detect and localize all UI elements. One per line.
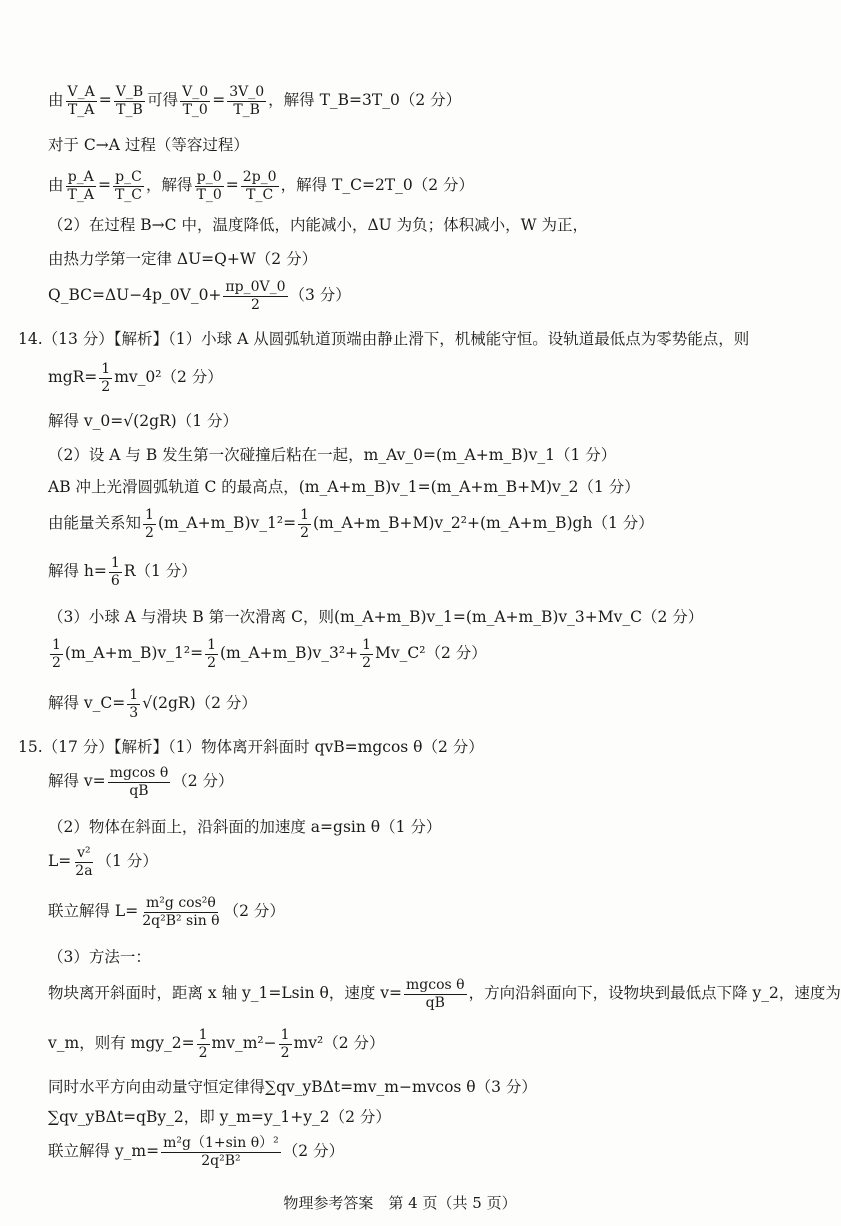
solution-line	[48, 280, 351, 312]
solution-line	[48, 1028, 385, 1060]
fraction	[66, 85, 97, 117]
fraction	[227, 85, 266, 117]
text-run: 联立解得 y_m=	[48, 1142, 160, 1161]
denominator: 2	[280, 1044, 290, 1061]
text-run: √(2gR)（2 分）	[142, 694, 257, 713]
numerator: mgcos θ	[109, 765, 169, 781]
numerator: 1	[145, 507, 154, 523]
text-run: ，方向沿斜面向下，设物块到最低点下降 y_2，速度为	[468, 984, 841, 1003]
solution-line	[48, 766, 234, 798]
denominator: 2	[198, 1044, 208, 1061]
numerator: 1	[198, 1027, 208, 1043]
solution-line	[48, 556, 197, 588]
numerator: πp_0V_0	[225, 279, 286, 295]
text-run: 解得 v_C=	[48, 694, 126, 713]
denominator: qB	[425, 994, 445, 1011]
numerator: v²	[77, 845, 91, 861]
text-run: ，解得 T_C=2T_0（2 分）	[280, 176, 475, 195]
text-run: mv_0²（2 分）	[114, 368, 223, 387]
text-run: （1 分）	[96, 852, 158, 871]
numerator: V_B	[115, 84, 144, 100]
text-run: ，解得	[146, 176, 193, 195]
numerator: p_A	[67, 169, 94, 185]
text-run: 解得 v=	[48, 772, 106, 791]
fraction	[108, 766, 171, 798]
numerator: m²g cos²θ	[146, 895, 216, 911]
denominator: 2	[251, 296, 260, 313]
text-run: 可得	[147, 91, 179, 110]
text-run: mv_m²−	[211, 1034, 277, 1053]
fraction	[223, 280, 287, 312]
denominator: 3	[129, 704, 139, 721]
fraction	[205, 638, 218, 670]
denominator: T_A	[67, 101, 95, 118]
solution-line: （3）小球 A 与滑块 B 第一次滑离 C，则(m_A+m_B)v_1=(m_A+m_B)v_3+Mv_C（2 分）	[48, 608, 704, 626]
text-run: L=	[48, 852, 72, 871]
fraction	[99, 362, 112, 394]
fraction	[241, 170, 279, 202]
text-run: 物块离开斜面时，距离 x 轴 y_1=Lsin θ，速度 v=	[48, 984, 402, 1003]
text-run: 由能量关系知	[48, 514, 142, 533]
numerator: m²g（1+sin θ）²	[163, 1135, 279, 1151]
numerator: 1	[101, 361, 111, 377]
solution-line	[48, 688, 257, 720]
text-run: =	[97, 176, 111, 195]
denominator: qB	[129, 782, 149, 799]
fraction	[127, 688, 140, 720]
numerator: 1	[362, 637, 372, 653]
solution-line: 解得 v_0=√(2gR)（1 分）	[48, 412, 238, 430]
text-run: 由	[48, 176, 64, 195]
solution-line	[48, 896, 285, 928]
fraction	[197, 1028, 210, 1060]
numerator: 2p_0	[242, 169, 277, 185]
text-run: (m_A+m_B+M)v_2²+(m_A+m_B)gh（1 分）	[313, 514, 654, 533]
numerator: 3V_0	[229, 84, 265, 100]
text-run: mv²（2 分）	[293, 1034, 385, 1053]
denominator: 2	[362, 654, 372, 671]
fraction	[73, 846, 94, 878]
fraction	[180, 85, 210, 117]
denominator: 2a	[75, 862, 93, 879]
fraction	[50, 638, 63, 670]
numerator: p_0	[196, 169, 222, 185]
denominator: 2	[207, 654, 216, 671]
text-run: =	[212, 91, 226, 110]
numerator: 1	[280, 1027, 290, 1043]
text-run: 由	[48, 91, 64, 110]
solution-line: ∑qv_yBΔt=qBy_2，即 y_m=y_1+y_2（2 分）	[48, 1108, 391, 1126]
text-run: ，解得 T_B=3T_0（2 分）	[268, 91, 462, 110]
solution-line: 对于 C→A 过程（等容过程）	[48, 136, 249, 154]
fraction	[298, 508, 311, 540]
denominator: 2	[101, 378, 111, 395]
numerator: V_0	[182, 84, 209, 100]
text-run: Q_BC=ΔU−4p_0V_0+	[48, 286, 222, 305]
text-run: （2 分）	[172, 772, 234, 791]
numerator: 1	[207, 637, 216, 653]
text-run: =	[98, 91, 112, 110]
denominator: 2	[52, 654, 61, 671]
fraction	[360, 638, 373, 670]
text-run: （2 分）	[223, 902, 285, 921]
text-run: Mv_C²（2 分）	[375, 644, 487, 663]
text-run: 解得 h=	[48, 562, 107, 581]
solution-line: 15.（17 分）【解析】（1）物体离开斜面时 qvB=mgcos θ（2 分）	[18, 738, 484, 756]
solution-line: （2）物体在斜面上，沿斜面的加速度 a=gsin θ（1 分）	[48, 818, 442, 836]
text-run: =	[225, 176, 239, 195]
solution-line: （2）在过程 B→C 中，温度降低，内能减小，ΔU 为负；体积减小，W 为正，	[48, 216, 588, 234]
text-run: （2 分）	[282, 1142, 345, 1161]
numerator: p_C	[115, 169, 142, 185]
denominator: T_B	[116, 101, 143, 118]
fraction	[114, 85, 145, 117]
denominator: 2	[145, 524, 154, 541]
numerator: 1	[129, 687, 139, 703]
denominator: 2q²B² sin θ	[142, 912, 220, 929]
solution-line	[48, 638, 487, 670]
solution-line: （3）方法一：	[48, 948, 151, 966]
text-run: (m_A+m_B)v_1²=	[157, 514, 297, 533]
fraction	[161, 1136, 281, 1168]
solution-line	[48, 362, 223, 394]
solution-line: 由热力学第一定律 ΔU=Q+W（2 分）	[48, 250, 318, 268]
text-run: R（1 分）	[123, 562, 197, 581]
page-footer: 物理参考答案 第 4 页（共 5 页）	[283, 1194, 517, 1212]
solution-line	[48, 978, 841, 1010]
solution-line	[48, 508, 654, 540]
denominator: 2	[300, 524, 309, 541]
solution-line	[48, 85, 461, 117]
text-run: （3 分）	[289, 286, 351, 305]
fraction	[404, 978, 467, 1010]
fraction	[109, 556, 122, 588]
text-run: v_m，则有 mgy_2=	[48, 1034, 195, 1053]
numerator: V_A	[67, 84, 95, 100]
fraction	[195, 170, 224, 202]
fraction	[143, 508, 156, 540]
text-run: (m_A+m_B)v_1²=	[64, 644, 204, 663]
numerator: mgcos θ	[406, 977, 465, 993]
denominator: T_0	[196, 186, 222, 203]
fraction	[66, 170, 96, 202]
denominator: 6	[110, 572, 120, 589]
solution-line: AB 冲上光滑圆弧轨道 C 的最高点，(m_A+m_B)v_1=(m_A+m_B+M)v_2（1 分）	[48, 478, 640, 496]
denominator: T_C	[246, 186, 274, 203]
solution-line: 14.（13 分）【解析】（1）小球 A 从圆弧轨道顶端由静止滑下，机械能守恒。设轨道最低点为零势能点，则	[18, 330, 750, 348]
fraction	[140, 896, 221, 928]
fraction	[113, 170, 144, 202]
denominator: 2q²B²	[201, 1152, 241, 1169]
solution-line	[48, 170, 474, 202]
solution-line	[48, 846, 158, 878]
denominator: T_C	[114, 186, 143, 203]
numerator: 1	[110, 555, 120, 571]
text-run: (m_A+m_B)v_3²+	[219, 644, 359, 663]
text-run: mgR=	[48, 368, 98, 387]
denominator: T_A	[67, 186, 94, 203]
solution-line	[48, 1136, 344, 1168]
denominator: T_B	[233, 101, 260, 118]
fraction	[279, 1028, 292, 1060]
numerator: 1	[300, 507, 309, 523]
solution-line: （2）设 A 与 B 发生第一次碰撞后粘在一起，m_Av_0=(m_A+m_B)v_1（1 分）	[48, 446, 617, 464]
text-run: 联立解得 L=	[48, 902, 139, 921]
solution-line: 同时水平方向由动量守恒定律得∑qv_yBΔt=mv_m−mvcos θ（3 分）	[48, 1078, 537, 1096]
numerator: 1	[52, 637, 61, 653]
denominator: T_0	[182, 101, 208, 118]
